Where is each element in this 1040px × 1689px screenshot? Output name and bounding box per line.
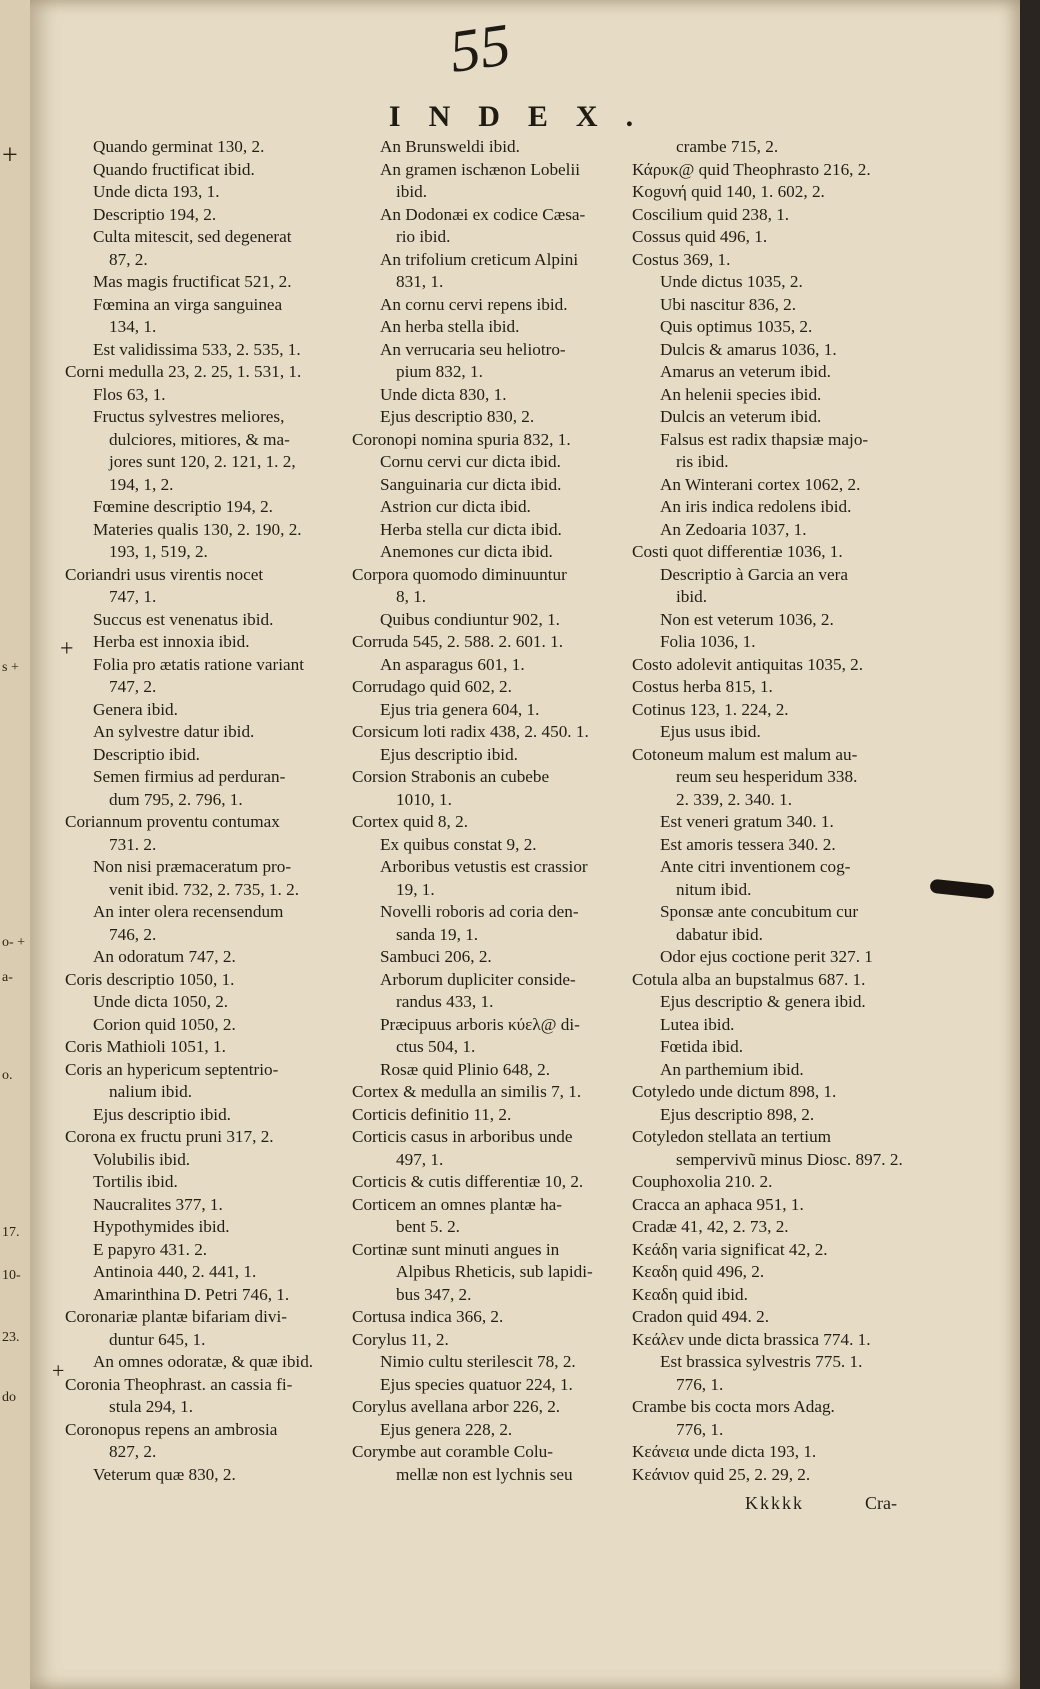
book-page: [30, 0, 1020, 1689]
index-entry: Alpibus Rheticis, sub lapidi-: [396, 1262, 593, 1281]
index-entry: Corion quid 1050, 2.: [93, 1014, 236, 1034]
ink-blot: [929, 879, 994, 900]
index-entry: Corymbe aut coramble Colu-: [352, 1442, 553, 1461]
index-entry: E papyro 431. 2.: [93, 1239, 208, 1259]
index-entry: Coronopus repens an ambrosia: [65, 1419, 278, 1439]
index-entry: Coronia Theophrast. an cassia fi-: [65, 1374, 293, 1394]
index-entry: Cradæ 41, 42, 2. 73, 2.: [632, 1217, 789, 1236]
index-entry: Arboribus vetustis est crassior: [380, 857, 588, 876]
index-entry: Κεάνεια unde dicta 193, 1.: [632, 1442, 817, 1461]
index-entry: An Dodonæi ex codice Cæsa-: [380, 204, 586, 224]
index-entry: rio ibid.: [396, 227, 451, 246]
index-entry: An Brunsweldi ibid.: [380, 137, 520, 156]
index-entry: Κεάλεν unde dicta brassica 774. 1.: [632, 1329, 871, 1349]
index-entry: Ejus tria genera 604, 1.: [380, 699, 540, 719]
index-entry: An asparagus 601, 1.: [380, 654, 525, 674]
index-entry: jores sunt 120, 2. 121, 1. 2,: [109, 452, 296, 471]
index-entry: crambe 715, 2.: [676, 137, 779, 156]
index-entry: Costi quot differentiæ 1036, 1.: [632, 542, 843, 561]
index-entry: Succus est venenatus ibid.: [93, 609, 274, 629]
index-entry: stula 294, 1.: [109, 1397, 194, 1416]
index-entry: Ejus descriptio 898, 2.: [660, 1104, 815, 1124]
index-entry: nitum ibid.: [676, 879, 752, 899]
index-entry: Quis optimus 1035, 2.: [660, 317, 813, 336]
index-entry: Coscilium quid 238, 1.: [632, 204, 790, 224]
index-entry: An iris indica redolens ibid.: [660, 497, 852, 516]
index-entry: Unde dicta 830, 1.: [380, 384, 507, 404]
index-entry: Folia 1036, 1.: [660, 632, 756, 651]
index-entry: Arborum dupliciter conside-: [380, 969, 576, 989]
index-entry: 194, 1, 2.: [109, 474, 174, 494]
gutter-mark: 10-: [2, 1268, 21, 1283]
index-entry: Ejus descriptio ibid.: [380, 744, 518, 764]
index-column-2: [352, 136, 652, 1486]
index-entry: 1010, 1.: [396, 789, 452, 809]
signature-mark: Kkkkk: [745, 1493, 804, 1513]
index-entry: Herba est innoxia ibid.: [93, 632, 250, 651]
index-entry: An verrucaria seu heliotro-: [380, 339, 566, 359]
index-entry: ctus 504, 1.: [396, 1037, 476, 1056]
index-entry: Ejus usus ibid.: [660, 722, 761, 741]
index-entry: dabatur ibid.: [676, 924, 763, 944]
index-entry: Astrion cur dicta ibid.: [380, 497, 531, 516]
index-entry: 2. 339, 2. 340. 1.: [676, 789, 793, 809]
index-entry: Anemones cur dicta ibid.: [380, 542, 553, 561]
index-entry: mellæ non est lychnis seu: [396, 1464, 573, 1484]
index-entry: Κάρυκ@ quid Theophrasto 216, 2.: [632, 159, 871, 179]
index-entry: sanda 19, 1.: [396, 924, 479, 944]
index-entry: Corticis definitio 11, 2.: [352, 1104, 512, 1124]
index-entry: Cotinus 123, 1. 224, 2.: [632, 699, 789, 719]
index-entry: Costus herba 815, 1.: [632, 677, 773, 696]
catchword: Cra-: [865, 1493, 897, 1513]
index-entry: Cotula alba an bupstalmus 687. 1.: [632, 969, 866, 989]
index-entry: Coris descriptio 1050, 1.: [65, 969, 235, 989]
gutter-mark: 17.: [2, 1225, 20, 1240]
index-entry: Culta mitescit, sed degenerat: [93, 227, 292, 246]
index-entry: Dulcis an veterum ibid.: [660, 407, 822, 426]
index-entry: Coronariæ plantæ bifariam divi-: [65, 1307, 287, 1326]
index-entry: Κεαδη quid ibid.: [632, 1284, 748, 1304]
index-entry: Amarus an veterum ibid.: [660, 362, 831, 381]
index-entry: An inter olera recensendum: [93, 902, 284, 921]
index-entry: 731. 2.: [109, 834, 157, 854]
index-entry: An omnes odoratæ, & quæ ibid.: [93, 1352, 314, 1371]
index-entry: An Zedoaria 1037, 1.: [660, 519, 807, 539]
page-header: INDEX.: [388, 100, 662, 133]
index-entry: Est validissima 533, 2. 535, 1.: [93, 339, 301, 359]
index-entry: Non nisi præmaceratum pro-: [93, 857, 292, 876]
index-entry: Herba stella cur dicta ibid.: [380, 519, 562, 539]
index-column-1: [65, 136, 365, 1486]
index-entry: Volubilis ibid.: [93, 1149, 191, 1169]
index-entry: Unde dicta 1050, 2.: [93, 992, 229, 1011]
index-entry: Κοgυνή quid 140, 1. 602, 2.: [632, 182, 825, 201]
index-entry: Sponsæ ante concubitum cur: [660, 902, 859, 921]
index-entry: Couphoxolia 210. 2.: [632, 1172, 773, 1191]
index-entry: Flos 63, 1.: [93, 384, 166, 404]
index-entry: duntur 645, 1.: [109, 1329, 206, 1349]
index-entry: Fœtida ibid.: [660, 1037, 744, 1056]
index-entry: Præcipuus arboris κύελ@ di-: [380, 1014, 580, 1034]
index-entry: 831, 1.: [396, 272, 444, 291]
index-entry: Κεαδη quid 496, 2.: [632, 1262, 765, 1281]
index-entry: Mas magis fructificat 521, 2.: [93, 272, 292, 291]
index-entry: An cornu cervi repens ibid.: [380, 294, 568, 314]
index-entry: Non est veterum 1036, 2.: [660, 609, 834, 629]
index-entry: Amarinthina D. Petri 746, 1.: [93, 1284, 290, 1304]
index-entry: Cotyledo unde dictum 898, 1.: [632, 1082, 837, 1101]
index-entry: Descriptio 194, 2.: [93, 204, 217, 224]
index-entry: Est amoris tessera 340. 2.: [660, 834, 836, 854]
index-entry: Falsus est radix thapsiæ majo-: [660, 429, 869, 449]
index-entry: Quando germinat 130, 2.: [93, 137, 265, 156]
index-entry: 827, 2.: [109, 1442, 157, 1461]
index-entry: Cossus quid 496, 1.: [632, 227, 768, 246]
index-entry: Cotyledon stellata an tertium: [632, 1127, 832, 1146]
index-entry: Sambuci 206, 2.: [380, 947, 492, 966]
index-entry: Quibus condiuntur 902, 1.: [380, 609, 560, 629]
index-entry: An gramen ischænon Lobelii: [380, 159, 581, 179]
index-entry: Nimio cultu sterilescit 78, 2.: [380, 1352, 576, 1371]
index-entry: pium 832, 1.: [396, 362, 483, 381]
index-entry: dum 795, 2. 796, 1.: [109, 789, 243, 809]
index-entry: Dulcis & amarus 1036, 1.: [660, 339, 837, 359]
index-entry: Fœmine descriptio 194, 2.: [93, 497, 273, 516]
index-entry: Crambe bis cocta mors Adag.: [632, 1397, 835, 1416]
index-entry: Fœmina an virga sanguinea: [93, 294, 283, 314]
index-entry: An odoratum 747, 2.: [93, 947, 236, 966]
index-entry: Costo adolevit antiquitas 1035, 2.: [632, 654, 864, 674]
index-entry: Corticem an omnes plantæ ha-: [352, 1194, 563, 1214]
index-entry: Corsicum loti radix 438, 2. 450. 1.: [352, 722, 589, 741]
gutter-mark: +: [2, 140, 18, 171]
index-entry: 87, 2.: [109, 249, 148, 269]
index-entry: Cortex & medulla an similis 7, 1.: [352, 1082, 582, 1101]
index-entry: Corpora quomodo diminuuntur: [352, 564, 567, 584]
index-entry: Ex quibus constat 9, 2.: [380, 834, 537, 854]
index-entry: 134, 1.: [109, 317, 157, 336]
index-entry: Corylus 11, 2.: [352, 1329, 449, 1349]
index-entry: Materies qualis 130, 2. 190, 2.: [93, 519, 302, 539]
index-entry: 776, 1.: [676, 1374, 724, 1394]
index-entry: Coriandri usus virentis nocet: [65, 564, 264, 584]
index-entry: Cracca an aphaca 951, 1.: [632, 1194, 804, 1214]
gutter-mark: s +: [2, 660, 19, 675]
gutter-mark: o- +: [2, 935, 26, 950]
index-entry: Coris an hypericum septentrio-: [65, 1059, 279, 1079]
index-entry: dulciores, mitiores, & ma-: [109, 429, 290, 449]
index-entry: Hypothymides ibid.: [93, 1217, 230, 1236]
index-entry: Lutea ibid.: [660, 1014, 735, 1034]
index-entry: Corni medulla 23, 2. 25, 1. 531, 1.: [65, 362, 302, 381]
index-entry: Cotoneum malum est malum au-: [632, 744, 858, 764]
index-entry: Tortilis ibid.: [93, 1172, 178, 1191]
index-entry: Unde dictus 1035, 2.: [660, 272, 803, 291]
index-entry: Ejus descriptio ibid.: [93, 1104, 231, 1124]
index-entry: Cortinæ sunt minuti angues in: [352, 1239, 560, 1259]
gutter-mark: do: [2, 1390, 16, 1405]
index-column-3: [632, 136, 932, 1486]
index-entry: Genera ibid.: [93, 699, 178, 719]
index-entry: 747, 1.: [109, 587, 157, 606]
index-entry: Descriptio ibid.: [93, 744, 200, 764]
index-entry: 746, 2.: [109, 924, 157, 944]
index-entry: nalium ibid.: [109, 1082, 193, 1101]
index-entry: 8, 1.: [396, 587, 427, 606]
index-entry: Ante citri inventionem cog-: [660, 857, 851, 876]
index-entry: Semen firmius ad perduran-: [93, 767, 286, 786]
index-entry: ris ibid.: [676, 452, 729, 471]
index-entry: randus 433, 1.: [396, 992, 494, 1011]
folio-number: 55: [445, 11, 515, 85]
index-entry: Corrudago quid 602, 2.: [352, 677, 512, 696]
index-entry: Rosæ quid Plinio 648, 2.: [380, 1059, 550, 1079]
index-entry: 193, 1, 519, 2.: [109, 542, 208, 561]
index-entry: An sylvestre datur ibid.: [93, 722, 255, 741]
index-entry: 747, 2.: [109, 677, 157, 696]
index-entry: Corticis casus in arboribus unde: [352, 1127, 573, 1146]
index-entry: 19, 1.: [396, 879, 435, 899]
index-entry: Naucralites 377, 1.: [93, 1194, 223, 1214]
index-entry: Cradon quid 494. 2.: [632, 1307, 770, 1326]
index-entry: 776, 1.: [676, 1419, 724, 1439]
index-entry: Cortex quid 8, 2.: [352, 812, 469, 831]
index-entry: Ejus descriptio 830, 2.: [380, 407, 535, 426]
gutter-mark: a-: [2, 970, 13, 985]
index-entry: Descriptio à Garcia an vera: [660, 564, 849, 584]
index-entry: Quando fructificat ibid.: [93, 159, 255, 179]
index-entry: 497, 1.: [396, 1149, 444, 1169]
index-entry: Unde dicta 193, 1.: [93, 182, 220, 201]
index-entry: An helenii species ibid.: [660, 384, 822, 404]
index-entry: Corticis & cutis differentiæ 10, 2.: [352, 1172, 584, 1191]
index-entry: Ejus descriptio & genera ibid.: [660, 992, 866, 1011]
index-entry: Coronopi nomina spuria 832, 1.: [352, 429, 571, 449]
index-entry: ibid.: [396, 182, 428, 201]
index-entry: ibid.: [676, 587, 708, 606]
index-entry: Est brassica sylvestris 775. 1.: [660, 1352, 863, 1371]
index-entry: Fructus sylvestres meliores,: [93, 407, 285, 426]
index-entry: Cortusa indica 366, 2.: [352, 1307, 504, 1326]
index-entry: Folia pro ætatis ratione variant: [93, 654, 304, 674]
index-entry: Veterum quæ 830, 2.: [93, 1464, 236, 1484]
index-entry: Costus 369, 1.: [632, 249, 731, 269]
index-entry: Sanguinaria cur dicta ibid.: [380, 474, 562, 494]
index-entry: Corruda 545, 2. 588. 2. 601. 1.: [352, 632, 564, 651]
gutter-strip: [0, 0, 32, 1689]
index-entry: Est veneri gratum 340. 1.: [660, 812, 834, 831]
index-entry: Corylus avellana arbor 226, 2.: [352, 1397, 561, 1416]
index-entry: Ejus genera 228, 2.: [380, 1419, 513, 1439]
gutter-mark: 23.: [2, 1330, 20, 1345]
index-entry: An parthemium ibid.: [660, 1059, 804, 1079]
index-entry: Antinoia 440, 2. 441, 1.: [93, 1262, 257, 1281]
index-entry: Cornu cervi cur dicta ibid.: [380, 452, 561, 471]
index-entry: An trifolium creticum Alpini: [380, 249, 579, 269]
index-entry: Coris Mathioli 1051, 1.: [65, 1037, 226, 1056]
index-entry: Coriannum proventu contumax: [65, 812, 280, 831]
index-entry: Corona ex fructu pruni 317, 2.: [65, 1127, 274, 1146]
index-entry: An Winterani cortex 1062, 2.: [660, 474, 861, 494]
index-entry: Novelli roboris ad coria den-: [380, 902, 579, 921]
index-entry: bent 5. 2.: [396, 1217, 460, 1236]
margin-cross-mark: +: [60, 636, 74, 662]
index-entry: Κεάδη varia significat 42, 2.: [632, 1239, 828, 1259]
index-entry: Corsion Strabonis an cubebe: [352, 767, 550, 786]
index-entry: Ubi nascitur 836, 2.: [660, 294, 797, 314]
gutter-mark: o.: [2, 1068, 13, 1083]
index-entry: sempervivũ minus Diosc. 897. 2.: [676, 1149, 903, 1169]
index-entry: An herba stella ibid.: [380, 317, 520, 336]
index-entry: bus 347, 2.: [396, 1284, 472, 1304]
index-entry: venit ibid. 732, 2. 735, 1. 2.: [109, 879, 300, 899]
margin-cross-mark: +: [52, 1358, 65, 1383]
index-entry: reum seu hesperidum 338.: [676, 767, 858, 786]
index-entry: Κεάνιον quid 25, 2. 29, 2.: [632, 1464, 811, 1484]
index-entry: Odor ejus coctione perit 327. 1: [660, 947, 873, 966]
index-entry: Ejus species quatuor 224, 1.: [380, 1374, 573, 1394]
